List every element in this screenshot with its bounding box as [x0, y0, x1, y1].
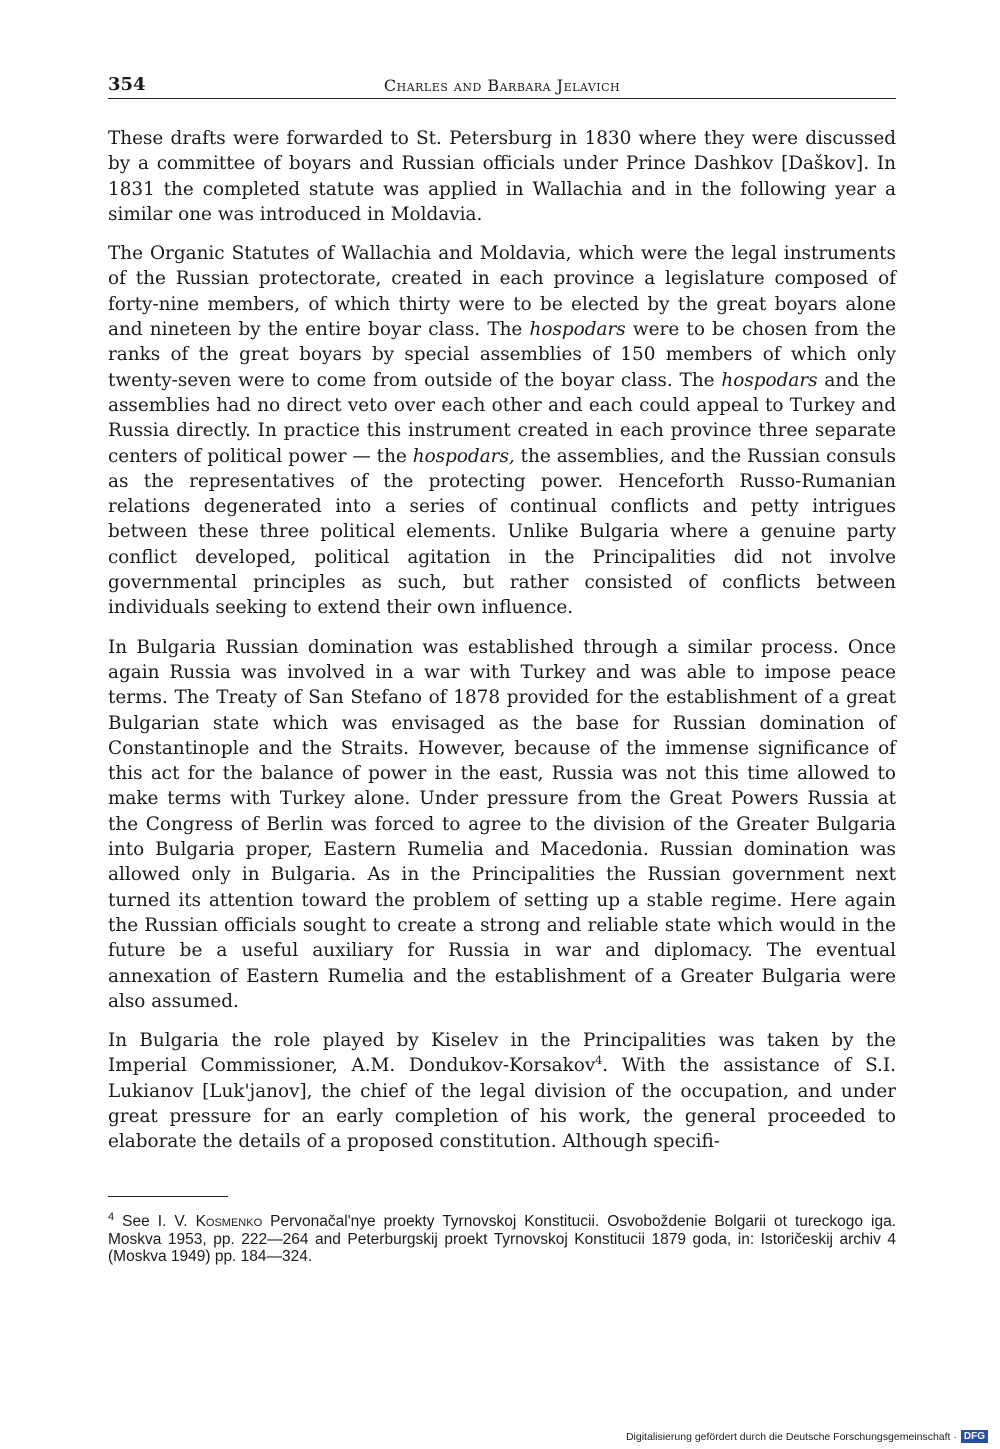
- paragraph-2: [108, 241, 896, 620]
- body-text: [108, 126, 896, 1169]
- paragraph-2-text-b: were to be chosen from the ranks of the great boyars by special assemblies of 150 members of which only twenty-seven were to come from outside of the boyar class. The: [108, 319, 896, 391]
- paragraph-2-text-c: and the assemblies had no direct veto over each other and each could appeal to Turkey and Russia directly. In practice this instrument created in each province three separate centers of political power — the: [108, 369, 896, 467]
- footnote-divider: [108, 1196, 228, 1197]
- paragraph-4: [108, 1028, 896, 1154]
- paragraph-2-text-d: the assemblies, and the Russian consuls as the representatives of the protecting power. Henceforth Russo-Rumanian relations degenerated into a series of continual conflicts and petty intrigues between these three political elements. Unlike Bulgaria where a genuine party conflict developed, political agitation in the Principalities did not involve governmental principles as such, but rather consisted of conflicts between individuals seeking to extend their own influence.: [108, 445, 896, 619]
- footnote-lead: See I. V.: [114, 1213, 196, 1230]
- italic-term: hospodars,: [412, 445, 515, 467]
- paragraph-2-text-a: The Organic Statutes of Wallachia and Moldavia, which were the legal instruments of the Russian protectorate, created in each province a legislature composed of forty-nine members, of which thirty were to be elected by the great boyars alone and nineteen by the entire boyar class. The: [108, 243, 896, 341]
- digitization-credit: [626, 1430, 988, 1443]
- page-number: 354: [108, 74, 146, 95]
- footnote-marker: 4: [108, 1210, 115, 1223]
- credit-text: Digitalisierung gefördert durch die Deutsche Forschungsgemeinschaft ·: [625, 1430, 957, 1443]
- footnote-text: Pervonačal'nye proekty Tyrnovskoj Konstitucii. Osvoboždenie Bolgarii ot tureckogo iga. Moskva 1953, pp. 222—264 and Peterburgskij proekt Tyrnovskoj Konstitucii 1879 goda, in: Istoričeskij archiv 4 (Moskva 1949) pp. 184—324.: [108, 1213, 897, 1265]
- page-header: [108, 72, 896, 99]
- footnote-reference[interactable]: 4: [595, 1054, 603, 1068]
- italic-term: hospodars: [721, 369, 818, 391]
- paragraph-3: In Bulgaria Russian domination was established through a similar process. Once again Russia was involved in a war with Turkey and was able to impose peace terms. The Treaty of San Stefano of 1878 provided for the establishment of a great Bulgarian state which was envisaged as the base for Russian domination of Constantinople and the Straits. However, because of the immense significance of this act for the balance of power in the east, Russia was not this time allowed to make terms with Turkey alone. Under pressure from the Great Powers Russia at the Congress of Berlin was forced to agree to the division of the Greater Bulgaria into Bulgaria proper, Eastern Rumelia and Macedonia. Russian domination was allowed only in Bulgaria. As in the Principalities the Russian government next turned its attention toward the problem of setting up a stable regime. Here again the Russian officials sought to create a strong and reliable state which would in the future be a useful auxiliary for Russia in war and diplomacy. The eventual annexation of Eastern Rumelia and the establishment of a Greater Bulgaria were also assumed.: [108, 636, 896, 1012]
- footnote-author: Kosmenko: [195, 1213, 263, 1230]
- italic-term: hospodars: [529, 319, 626, 341]
- paragraph-4-text-b: . With the assistance of S.I. Lukianov [Luk'janov], the chief of the legal division of the occupation, and under great pressure for an early completion of his work, the general proceeded to elaborate the details of a proposed constitution. Although specifi-: [108, 1055, 896, 1153]
- footnote: [108, 1210, 897, 1266]
- running-head: Charles and Barbara Jelavich: [383, 76, 621, 95]
- paragraph-1: These drafts were forwarded to St. Petersburg in 1830 where they were discussed by a committee of boyars and Russian officials under Prince Dashkov [Daškov]. In 1831 the completed statute was applied in Wallachia and in the following year a similar one was introduced in Moldavia.: [108, 128, 896, 225]
- paragraph-4-text-a: In Bulgaria the role played by Kiselev in the Principalities was taken by the Imperial Commissioner, A.M. Dondukov-Korsakov: [108, 1030, 896, 1077]
- dfg-logo: DFG: [961, 1430, 988, 1443]
